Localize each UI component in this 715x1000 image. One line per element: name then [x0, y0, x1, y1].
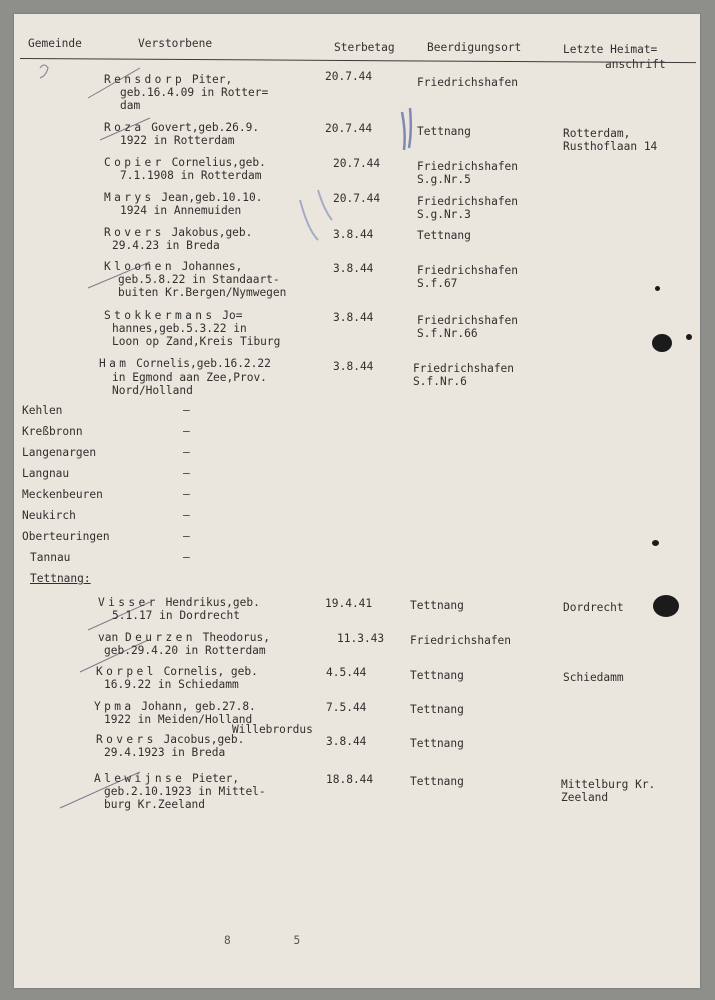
entry-place-2: S.g.Nr.5 [417, 173, 471, 186]
entry-birth: in Egmond aan Zee,Prov. [112, 371, 267, 384]
entry-birth: 29.4.1923 in Breda [104, 746, 226, 759]
entry-name: Alewijnse Pieter, [94, 772, 240, 785]
entry-name: Visser Hendrikus,geb. [98, 596, 260, 609]
entry-birth-3: dam [120, 99, 141, 112]
header-beerdigungsort: Beerdigungsort [427, 41, 522, 54]
entry-name: Marys Jean,geb.10.10. [104, 191, 263, 204]
entry-home: Schiedamm [563, 671, 624, 684]
header-sterbetag: Sterbetag [334, 41, 395, 54]
header-heimat-2: anschrift [605, 58, 666, 71]
entry-home-2: Rusthoflaan 14 [563, 140, 658, 153]
entry-place: Tettnang [410, 599, 464, 612]
community-dash: – [183, 530, 190, 543]
community-name: Oberteuringen [22, 530, 110, 543]
community-dash: – [183, 551, 190, 564]
entry-birth: 29.4.23 in Breda [112, 239, 220, 252]
entry-place: Tettnang [410, 775, 464, 788]
entry-home-2: Zeeland [561, 791, 609, 804]
entry-home: Rotterdam, [563, 127, 631, 140]
entry-birth: 5.1.17 in Dordrecht [112, 609, 240, 622]
ink-blot [653, 595, 679, 617]
entry-birth: 1924 in Annemuiden [120, 204, 242, 217]
entry-date: 20.7.44 [325, 122, 373, 135]
header-gemeinde: Gemeinde [28, 37, 82, 50]
entry-date: 19.4.41 [325, 597, 373, 610]
section-heading-tettnang: Tettnang: [30, 572, 91, 585]
entry-birth-3: burg Kr.Zeeland [104, 798, 206, 811]
entry-date: 20.7.44 [325, 70, 373, 83]
community-dash: – [183, 404, 190, 417]
entry-name: Stokkermans Jo= [104, 309, 243, 322]
entry-date: 11.3.43 [337, 632, 385, 645]
community-name: Tannau [30, 551, 71, 564]
entry-name: Rensdorp Piter, [104, 73, 233, 86]
entry-home: Dordrecht [563, 601, 624, 614]
header-heimat: Letzte Heimat= [563, 43, 658, 56]
entry-date: 3.8.44 [326, 735, 367, 748]
entry-name: Roza Govert,geb.26.9. [104, 121, 260, 134]
entry-date: 4.5.44 [326, 666, 367, 679]
entry-place: Tettnang [417, 125, 471, 138]
community-name: Langnau [22, 467, 70, 480]
entry-name: Korpel Cornelis, geb. [96, 665, 258, 678]
entry-place: Friedrichshafen [417, 195, 519, 208]
entry-place: Friedrichshafen [410, 634, 512, 647]
entry-name: Rovers Jacobus,geb. [96, 733, 245, 746]
community-name: Kreßbronn [22, 425, 83, 438]
entry-date: 3.8.44 [333, 262, 374, 275]
entry-birth: 1922 in Rotterdam [120, 134, 235, 147]
entry-birth: geb.5.8.22 in Standaart- [118, 273, 280, 286]
entry-name: Copier Cornelius,geb. [104, 156, 266, 169]
entry-birth-3: Nord/Holland [112, 384, 193, 397]
entry-place: Friedrichshafen [417, 76, 519, 89]
entry-name: Kloonen Johannes, [104, 260, 243, 273]
entry-birth: 7.1.1908 in Rotterdam [120, 169, 262, 182]
entry-place-2: S.f.67 [417, 277, 458, 290]
entry-place: Friedrichshafen [417, 264, 519, 277]
community-dash: – [183, 509, 190, 522]
ink-blot [686, 334, 692, 340]
entry-overtype: Willebrordus [232, 723, 313, 736]
entry-date: 3.8.44 [333, 311, 374, 324]
entry-place: Tettnang [417, 229, 471, 242]
entry-place: Friedrichshafen [417, 314, 519, 327]
entry-date: 20.7.44 [333, 157, 381, 170]
footer-mark: 8 5 [224, 934, 329, 947]
community-dash: – [183, 425, 190, 438]
entry-name: van Deurzen Theodorus, [98, 631, 270, 644]
entry-birth-3: Loon op Zand,Kreis Tiburg [112, 335, 281, 348]
entry-birth: geb.2.10.1923 in Mittel- [104, 785, 266, 798]
community-name: Langenargen [22, 446, 97, 459]
entry-date: 18.8.44 [326, 773, 374, 786]
entry-birth: 16.9.22 in Schiedamm [104, 678, 239, 691]
entry-place: Friedrichshafen [417, 160, 519, 173]
entry-birth: 1922 in Meiden/Holland [104, 713, 253, 726]
community-name: Kehlen [22, 404, 63, 417]
entry-place: Tettnang [410, 737, 464, 750]
entry-birth: geb.16.4.09 in Rotter= [120, 86, 269, 99]
entry-place-2: S.f.Nr.6 [413, 375, 467, 388]
entry-place: Tettnang [410, 669, 464, 682]
entry-name: Rovers Jakobus,geb. [104, 226, 253, 239]
entry-home: Mittelburg Kr. [561, 778, 656, 791]
entry-date: 3.8.44 [333, 228, 374, 241]
entry-place-2: S.f.Nr.66 [417, 327, 478, 340]
entry-place: Tettnang [410, 703, 464, 716]
ink-blot [652, 334, 672, 352]
entry-name: Ypma Johann, geb.27.8. [94, 700, 256, 713]
entry-birth: hannes,geb.5.3.22 in [112, 322, 247, 335]
entry-birth: geb.29.4.20 in Rotterdam [104, 644, 266, 657]
header-verstorbene: Verstorbene [138, 37, 213, 50]
community-name: Neukirch [22, 509, 76, 522]
entry-place: Friedrichshafen [413, 362, 515, 375]
entry-date: 20.7.44 [333, 192, 381, 205]
community-dash: – [183, 488, 190, 501]
ink-blot [655, 286, 660, 291]
entry-date: 7.5.44 [326, 701, 367, 714]
entry-name: Ham Cornelis,geb.16.2.22 [99, 357, 271, 370]
community-name: Meckenbeuren [22, 488, 103, 501]
entry-date: 3.8.44 [333, 360, 374, 373]
ink-blot [652, 540, 659, 546]
entry-birth-3: buiten Kr.Bergen/Nymwegen [118, 286, 287, 299]
community-dash: – [183, 446, 190, 459]
community-dash: – [183, 467, 190, 480]
entry-place-2: S.g.Nr.3 [417, 208, 471, 221]
